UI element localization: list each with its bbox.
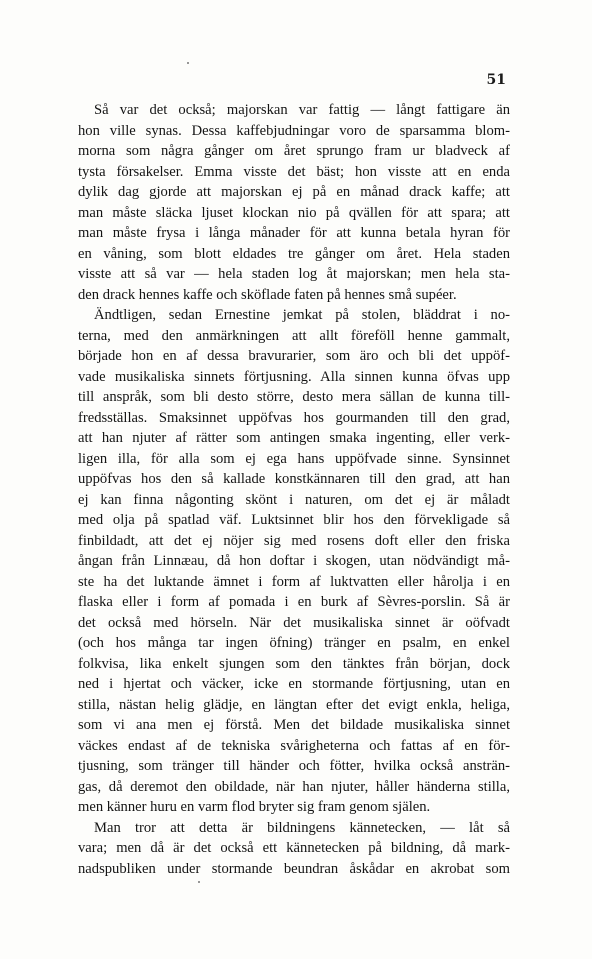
text-line: uppöfvas hos den så kallade konstkännaren till den grad, att han	[78, 471, 510, 487]
text-line: som vi ana men ej förstå. Men det bildade musikaliska sinnet	[78, 717, 510, 733]
page-number: 51	[486, 72, 506, 88]
paper-speck	[198, 881, 200, 883]
text-line: Man tror att detta är bildningens kännetecken, — låt så	[94, 819, 510, 836]
text-line: det också med hörseln. När det musikaliska sinnet är oöfvadt	[78, 614, 510, 631]
text-line: visste att så var — hela staden log åt majorskan; men hela sta-	[78, 266, 510, 282]
text-line: men känner huru en varm flod bryter sig fram genom själen.	[78, 799, 431, 815]
text-line: gas, då deremot den obildade, när han njuter, håller händerna stilla,	[78, 778, 510, 795]
text-line: stilla, nästan helig glädje, en längtan efter det evigt enkla, heliga,	[78, 696, 510, 713]
text-line: hon ville synas. Dessa kaffebjudningar voro de sparsamma blom-	[78, 122, 510, 139]
text-line: fredsställas. Smaksinnet uppöfvas hos gourmanden till den grad,	[78, 409, 510, 426]
text-line: man måste frysa i långa månader för att kunna betala hyran för	[78, 225, 510, 241]
text-line: tysta försakelser. Emma visste det bäst; hon visste att en enda	[78, 163, 510, 180]
text-line: ej kan finna någonting skönt i naturen, om det ej är måladt	[78, 491, 510, 508]
text-line: morna som några gånger om året sprungo fram ur bladveck af	[78, 143, 510, 159]
text-line: dylik dag gjorde att majorskan ej på en månad drack kaffe; att	[78, 184, 510, 200]
text-line: ste ha det luktande ämnet i form af luktvatten eller hårolja i en	[78, 573, 510, 590]
text-line: nadspubliken under stormande beundran åskådar en akrobat som	[78, 860, 510, 877]
body-text	[78, 100, 510, 879]
text-line: började hon en af dessa bravurarier, som äro och bli det uppöf-	[78, 348, 510, 364]
text-line: man måste släcka ljuset klockan nio på qvällen för att spara; att	[78, 204, 510, 221]
text-line: ångan från Linnæau, då hon doftar i skogen, utan nödvändigt må-	[78, 553, 510, 569]
text-line: Ändtligen, sedan Ernestine jemkat på stolen, bläddrat i no-	[94, 307, 510, 323]
text-line: folkvisa, lika enkelt sjungen som den tänktes från början, dock	[78, 655, 510, 672]
text-line: (och hos många tar ingen öfning) tränger en psalm, en enkel	[78, 635, 510, 651]
text-line: den drack hennes kaffe och sköflade faten på hennes små supéer.	[78, 286, 457, 303]
text-line: ned i hjertat och väcker, icke en stormande förtjusning, utan en	[78, 676, 510, 692]
text-line: vade musikaliska sinnets förtjusning. Alla sinnen kunna öfvas upp	[78, 368, 510, 385]
text-line: med olja på spatlad väf. Luktsinnet blir hos den förvekligade så	[78, 512, 510, 528]
text-line: finbildadt, att det ej nöjer sig med rosens doft eller den friska	[78, 532, 510, 549]
text-line: Så var det också; majorskan var fattig — långt fattigare än	[94, 102, 510, 118]
text-line: en våning, som blott eldades tre gånger om året. Hela staden	[78, 245, 510, 262]
text-line: flaska eller i form af pomada i en burk af Sèvres-porslin. Så är	[78, 594, 510, 610]
text-line: terna, med den anmärkningen att allt föreföll henne gammalt,	[78, 327, 510, 344]
text-line: vara; men då är det också ett kännetecken på bildning, då mark-	[78, 840, 510, 856]
paper-speck	[187, 62, 189, 64]
text-line: till anspråk, som bli desto större, desto mera sällan de kunna till-	[78, 389, 510, 405]
text-line: väckes endast af de tekniska svårigheterna och fattas af en för-	[78, 737, 510, 754]
text-line: ligen illa, för alla som ej ega hans uppöfvade sinne. Synsinnet	[78, 450, 510, 467]
text-line: att han njuter af rätter som antingen smaka ingenting, eller verk-	[78, 430, 510, 446]
text-line: tjusning, som tränger till händer och fötter, hvilka också ansträn-	[78, 758, 510, 774]
